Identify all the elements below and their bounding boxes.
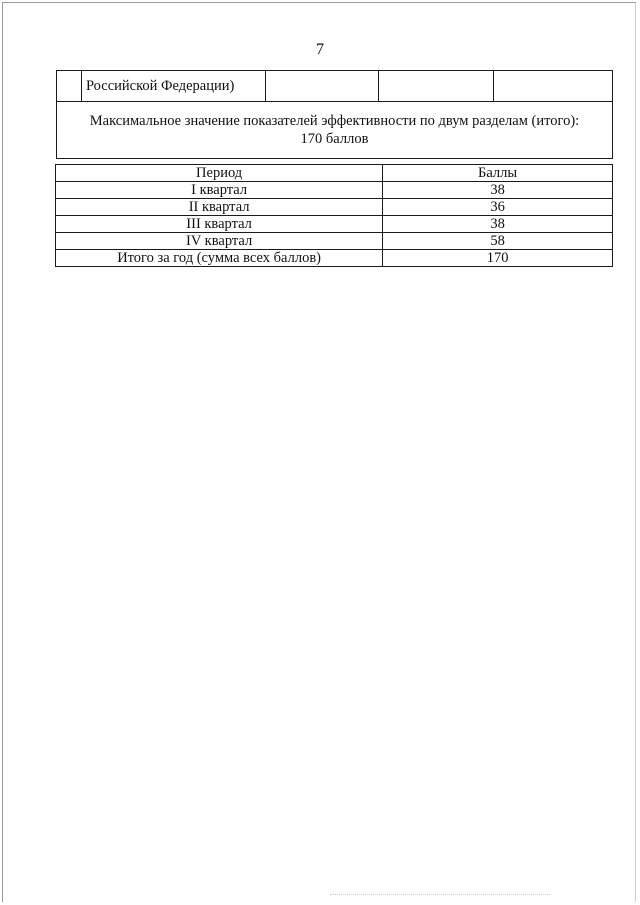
summary-text: Максимальное значение показателей эффективности по двум разделам (итого):: [89, 113, 580, 129]
column-header-points: Баллы: [383, 165, 613, 182]
summary-cell: [57, 102, 613, 159]
table-row: [56, 250, 613, 267]
period-cell: III квартал: [56, 216, 383, 233]
column-header-period: Период: [56, 165, 383, 182]
scan-artifact: [330, 894, 550, 896]
table-row: [56, 233, 613, 250]
points-cell: 170: [383, 250, 613, 267]
table-cell-empty: [494, 71, 613, 102]
summary-total: 170 баллов: [300, 131, 369, 147]
table-header-row: [56, 165, 613, 182]
points-cell: 38: [383, 216, 613, 233]
table-row: [57, 102, 613, 159]
quarterly-scores-table: [55, 164, 613, 267]
table-cell-empty: [379, 71, 494, 102]
table-cell-empty: [57, 71, 82, 102]
table-row: [56, 199, 613, 216]
period-cell: Итого за год (сумма всех баллов): [56, 250, 383, 267]
period-cell: II квартал: [56, 199, 383, 216]
table-row: [56, 216, 613, 233]
period-cell: I квартал: [56, 182, 383, 199]
page-number: 7: [316, 41, 324, 58]
table-row: [57, 71, 613, 102]
points-cell: 36: [383, 199, 613, 216]
points-cell: 38: [383, 182, 613, 199]
points-cell: 58: [383, 233, 613, 250]
period-cell: IV квартал: [56, 233, 383, 250]
indicators-table-fragment: [56, 70, 613, 159]
table-row: [56, 182, 613, 199]
table-cell-label: Российской Федерации): [81, 71, 265, 102]
table-cell-empty: [265, 71, 379, 102]
